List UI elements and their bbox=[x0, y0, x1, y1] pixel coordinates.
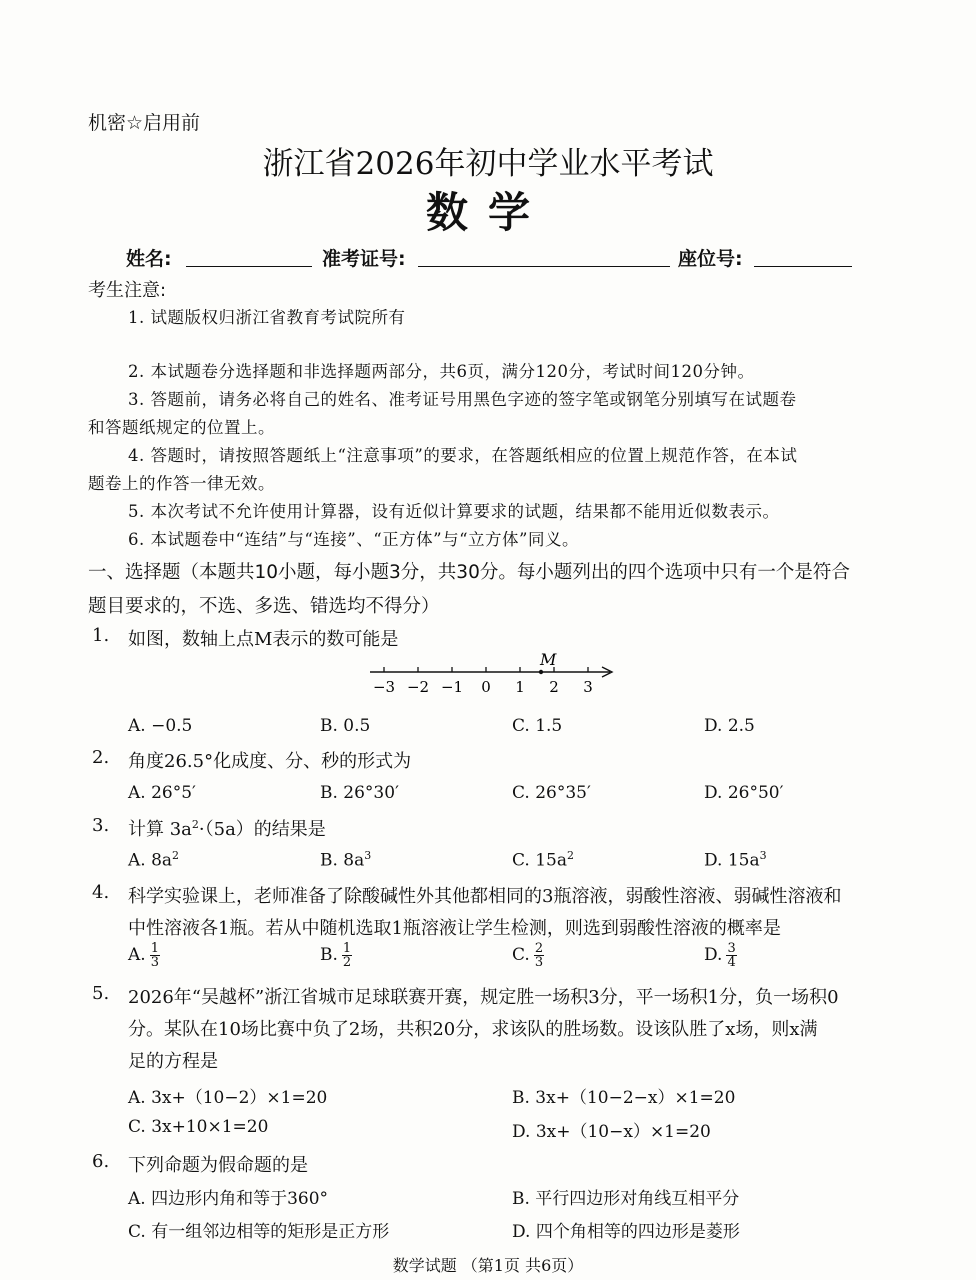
question-text: 角度26.5°化成度、分、秒的形式为 bbox=[128, 751, 412, 772]
seat-blank[interactable] bbox=[754, 244, 852, 267]
option-a[interactable]: A. −0.5 bbox=[128, 716, 193, 736]
id-blank[interactable] bbox=[418, 244, 670, 267]
option-b[interactable]: B. $8a^3$ bbox=[320, 849, 372, 871]
number-line-figure bbox=[360, 650, 620, 698]
notice-item: 6. 本试题卷中“连结”与“连接”、“正方体”与“立方体”同义。 bbox=[128, 530, 579, 549]
option-a[interactable]: A. $8a^2$ bbox=[128, 849, 180, 871]
option-a[interactable]: A. $\frac{1}{3}$ bbox=[128, 941, 159, 970]
option-b[interactable]: B. 平行四边形对角线互相平分 bbox=[512, 1189, 740, 1209]
option-c[interactable]: C. $\frac{2}{3}$ bbox=[512, 941, 544, 970]
exam-title: 浙江省2026年初中学业水平考试 bbox=[262, 146, 714, 182]
option-d[interactable]: D. $\frac{3}{4}$ bbox=[704, 941, 736, 970]
option-c[interactable]: C. 26°35′ bbox=[512, 783, 591, 803]
question-text: 如图，数轴上点M表示的数可能是 bbox=[128, 629, 399, 650]
question-text: 下列命题为假命题的是 bbox=[128, 1155, 308, 1176]
question-text-cont: 中性溶液各1瓶。若从中随机选取1瓶溶液让学生检测，则选到弱酸性溶液的概率是 bbox=[128, 918, 781, 939]
point-m bbox=[539, 670, 543, 674]
id-label: 准考证号: bbox=[322, 248, 406, 270]
axis-tick-label: −2 bbox=[406, 678, 430, 696]
question-number: 4. bbox=[92, 882, 110, 903]
question-number: 1. bbox=[92, 625, 110, 646]
question-number: 3. bbox=[92, 815, 110, 836]
notice-item: 和答题纸规定的位置上。 bbox=[88, 418, 275, 437]
axis-tick-label: −3 bbox=[372, 678, 396, 696]
question-text: 科学实验课上，老师准备了除酸碱性外其他都相同的3瓶溶液，弱酸性溶液、弱碱性溶液和 bbox=[128, 886, 842, 907]
notice-item: 题卷上的作答一律无效。 bbox=[88, 474, 275, 493]
option-d[interactable]: D. 3x+（10−x）×1=20 bbox=[512, 1122, 711, 1142]
question-text: 2026年“吴越杯”浙江省城市足球联赛开赛，规定胜一场积3分，平一场积1分，负一场积0 bbox=[128, 987, 839, 1008]
axis-tick-label: 2 bbox=[549, 678, 559, 696]
option-d[interactable]: D. $15a^3$ bbox=[704, 849, 767, 871]
option-c[interactable]: C. $15a^2$ bbox=[512, 849, 574, 871]
question-number: 2. bbox=[92, 747, 110, 768]
question-text-cont: 分。某队在10场比赛中负了2场，共积20分，求该队的胜场数。设该队胜了x场，则x满 bbox=[128, 1019, 818, 1040]
axis-tick-label: 1 bbox=[515, 678, 525, 696]
section-heading-cont: 题目要求的，不选、多选、错选均不得分） bbox=[88, 596, 440, 617]
notice-item: 1. 试题版权归浙江省教育考试院所有 bbox=[128, 308, 406, 327]
option-c[interactable]: C. 1.5 bbox=[512, 716, 563, 736]
page-footer: 数学试题 （第1页 共6页） bbox=[392, 1256, 584, 1275]
question-text-cont: 足的方程是 bbox=[128, 1051, 218, 1072]
axis-tick-label: −1 bbox=[440, 678, 464, 696]
option-a[interactable]: A. 四边形内角和等于360° bbox=[128, 1189, 329, 1209]
seat-label: 座位号: bbox=[678, 248, 743, 270]
notice-item: 3. 答题前，请务必将自己的姓名、准考证号用黑色字迹的签字笔或钢笔分别填写在试题卷 bbox=[128, 390, 797, 409]
confidential-label: 机密☆启用前 bbox=[88, 112, 201, 134]
option-b[interactable]: B. 26°30′ bbox=[320, 783, 399, 803]
option-d[interactable]: D. 26°50′ bbox=[704, 783, 784, 803]
axis-tick-label: 0 bbox=[481, 678, 491, 696]
point-m-label: M bbox=[540, 650, 557, 669]
section-heading: 一、选择题（本题共10小题，每小题3分，共30分。每小题列出的四个选项中只有一个是符合 bbox=[88, 562, 850, 583]
option-b[interactable]: B. 3x+（10−2−x）×1=20 bbox=[512, 1088, 736, 1108]
option-d[interactable]: D. 四个角相等的四边形是菱形 bbox=[512, 1222, 740, 1242]
question-text: 计算 $3a^2\cdot(5a)$的结果是 bbox=[128, 818, 326, 840]
notice-item: 2. 本试题卷分选择题和非选择题两部分，共6页，满分120分，考试时间120分钟。 bbox=[128, 362, 755, 381]
notice-item: 4. 答题时，请按照答题纸上“注意事项”的要求，在答题纸相应的位置上规范作答，在本试 bbox=[128, 446, 798, 465]
axis-tick-label: 3 bbox=[583, 678, 593, 696]
notice-item: 5. 本次考试不允许使用计算器，设有近似计算要求的试题，结果都不能用近似数表示。 bbox=[128, 502, 780, 521]
notice-heading: 考生注意: bbox=[88, 280, 167, 301]
option-b[interactable]: B. $\frac{1}{2}$ bbox=[320, 941, 352, 970]
option-b[interactable]: B. 0.5 bbox=[320, 716, 371, 736]
question-number: 6. bbox=[92, 1151, 110, 1172]
option-c[interactable]: C. 3x+10×1=20 bbox=[128, 1117, 269, 1137]
option-d[interactable]: D. 2.5 bbox=[704, 716, 755, 736]
subject-title: 数学 bbox=[425, 188, 550, 237]
name-label: 姓名: bbox=[126, 248, 172, 270]
name-blank[interactable] bbox=[186, 244, 312, 267]
option-a[interactable]: A. 26°5′ bbox=[128, 783, 196, 803]
option-a[interactable]: A. 3x+（10−2）×1=20 bbox=[128, 1088, 328, 1108]
question-number: 5. bbox=[92, 983, 110, 1004]
option-c[interactable]: C. 有一组邻边相等的矩形是正方形 bbox=[128, 1222, 390, 1242]
